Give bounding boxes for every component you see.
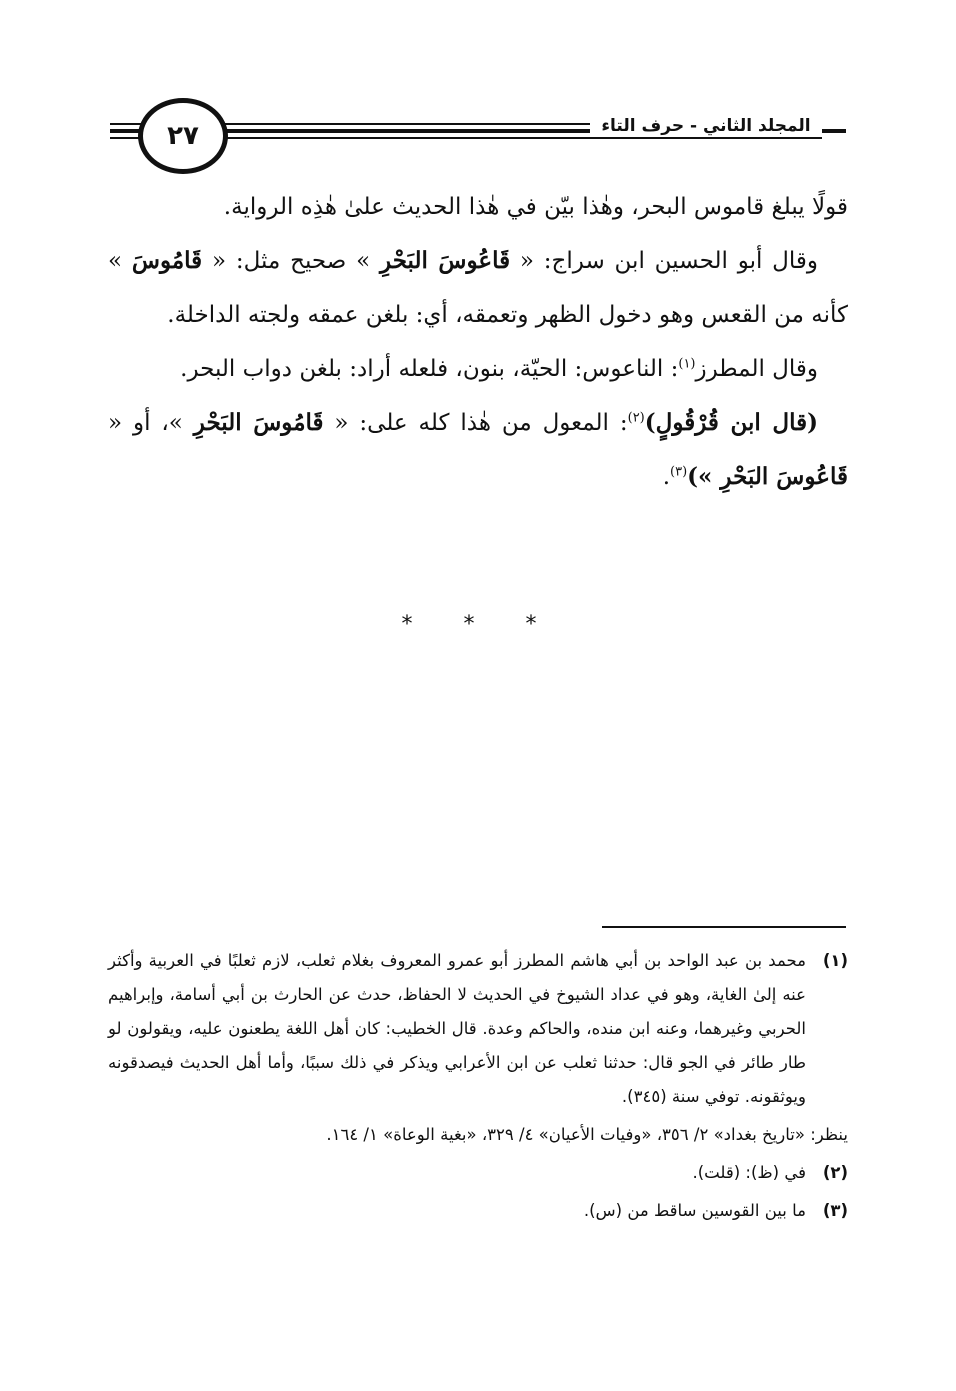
footnote-3 xyxy=(108,1194,848,1228)
footnote-1 xyxy=(108,944,848,1114)
footnote-1-reference xyxy=(108,1114,848,1152)
footnotes xyxy=(108,944,848,1228)
paragraph-4: (قال ابن قُرْقُولٍ)$^{(٢)}$: المعول من هٰذا كله على: « قَامُوسَ البَحْرِ »، أو « قَاعُوسَ البَحْرِ »)$^{(٣)}$. xyxy=(108,409,848,490)
footnote-2 xyxy=(108,1156,848,1190)
quoted-term: قَامُوسَ البَحْرِ xyxy=(193,409,324,436)
quoted-term: قَاعُوسَ البَحْرِ xyxy=(380,247,511,274)
footnote-ref-3: (٣) xyxy=(670,464,688,480)
footnote-divider xyxy=(602,926,846,928)
paragraph-2: وقال أبو الحسين ابن سراج: « قَاعُوسَ البَحْرِ » صحيح مثل: « قَامُوسَ » كأنه من القعس وهو دخول الظهر وتعمقه، أي: بلغن عمقه ولجته الداخلة. xyxy=(108,247,848,328)
footnote-ref-1: (١) xyxy=(678,356,696,372)
footnote-number: (٢) xyxy=(822,1163,848,1182)
paragraph-3: وقال المطرز$^{(١)}$: الناعوس: الحيّة، بنون، فلعله أراد: بلغن دواب البحر. xyxy=(180,356,818,382)
footnote-text: ما بين القوسين ساقط من (س). xyxy=(583,1201,806,1220)
footnote-text: في (ظ): (قلت). xyxy=(692,1163,806,1182)
section-separator: * * * xyxy=(401,612,559,637)
quoted-term: قَامُوسَ xyxy=(131,247,203,274)
paragraph-1: قولًا يبلغ قاموس البحر، وهٰذا بيّن في هٰذا الحديث علىٰ هٰذِه الرواية. xyxy=(223,194,848,220)
main-text xyxy=(108,180,848,504)
page-number-badge xyxy=(138,98,228,174)
running-title: المجلد الثاني - حرف التاء xyxy=(590,116,822,136)
page-number: ٢٧ xyxy=(167,121,199,151)
quoted-term: قَاعُوسَ البَحْرِ xyxy=(720,463,848,490)
footnote-ref-2: (٢) xyxy=(627,410,645,426)
footnote-sources: ينظر: «تاريخ بغداد» ٢/ ٣٥٦، «وفيات الأعيان» ٤/ ٣٢٩، «بغية الوعاة» ١/ ١٦٤. xyxy=(326,1125,848,1144)
footnote-text: محمد بن عبد الواحد بن أبي هاشم المطرز أبو عمرو المعروف بغلام ثعلب، لازم ثعلبًا في العربية وأكثر عنه إلىٰ الغاية، وهو في عداد الشيوخ في الحديث لا الحفاظ، حدث عن الحارث بن أبي أسامة، وإبراهيم الحربي وغيرهما، وعنه ابن منده، والحاكم وعدة. قال الخطيب: كان أهل اللغة يطعنون عليه، ويقولون لو طار طائر في الجو قال: حدثنا ثعلب عن ابن الأعرابي ويذكر في ذلك سببًا، وأما أهل الحديث فيصدقونه ويوثقونه. توفي سنة (٣٤٥). xyxy=(108,951,806,1106)
footnote-number: (٣) xyxy=(822,1201,848,1220)
footnote-number: (١) xyxy=(822,951,848,970)
